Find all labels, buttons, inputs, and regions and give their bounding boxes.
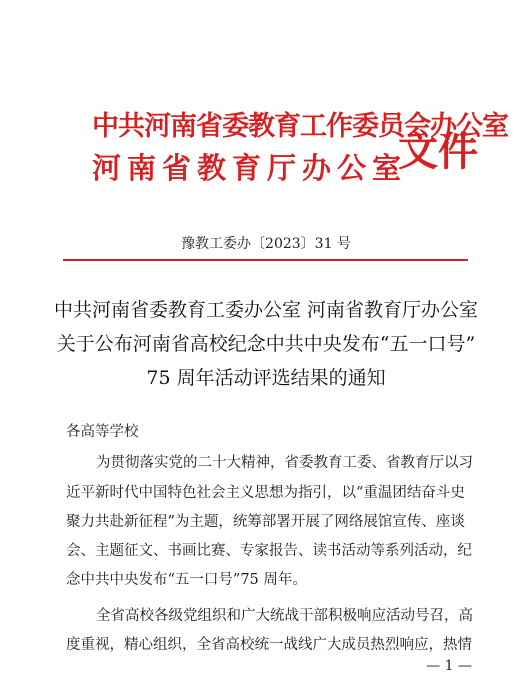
addressee: 各高等学校	[66, 424, 139, 440]
page-number: — 1 —	[426, 658, 472, 674]
body-paragraph-2-line-1: 全省高校各级党组织和广大统战干部积极响应活动号召，高	[96, 608, 473, 624]
title-line-3: 75 周年活动评选结果的通知	[146, 367, 386, 389]
document-number: 豫教工委办〔2023〕31 号	[181, 236, 351, 252]
body-paragraph-1-line-3: 聚力共赴新征程”为主题，统筹部署开展了网络展馆宣传、座谈	[66, 514, 465, 530]
issuing-org-line-1: 中共河南省委教育工作委员会办公室	[92, 111, 508, 142]
body-paragraph-1-line-1: 为贯彻落实党的二十大精神，省委教育工委、省教育厅以习	[96, 455, 473, 471]
body-paragraph-2-line-2: 度重视，精心组织，全省高校统一战线广大成员热烈响应，热情	[66, 637, 472, 653]
body-paragraph-1-line-4: 会、主题征文、书画比赛、专家报告、读书活动等系列活动，纪	[66, 543, 472, 559]
red-divider-line	[63, 259, 468, 261]
document-type-label: 文件	[398, 128, 478, 175]
title-line-2: 关于公布河南省高校纪念中共中央发布“五一口号”	[56, 333, 476, 355]
issuing-org-line-2: 河南省教育厅办公室	[92, 151, 408, 185]
body-paragraph-1-line-2: 近平新时代中国特色社会主义思想为指引，以“重温团结奋斗史	[66, 485, 465, 501]
body-paragraph-1-line-5: 念中共中央发布“五一口号”75 周年。	[66, 572, 307, 588]
title-line-1: 中共河南省委教育工委办公室 河南省教育厅办公室	[53, 299, 479, 321]
